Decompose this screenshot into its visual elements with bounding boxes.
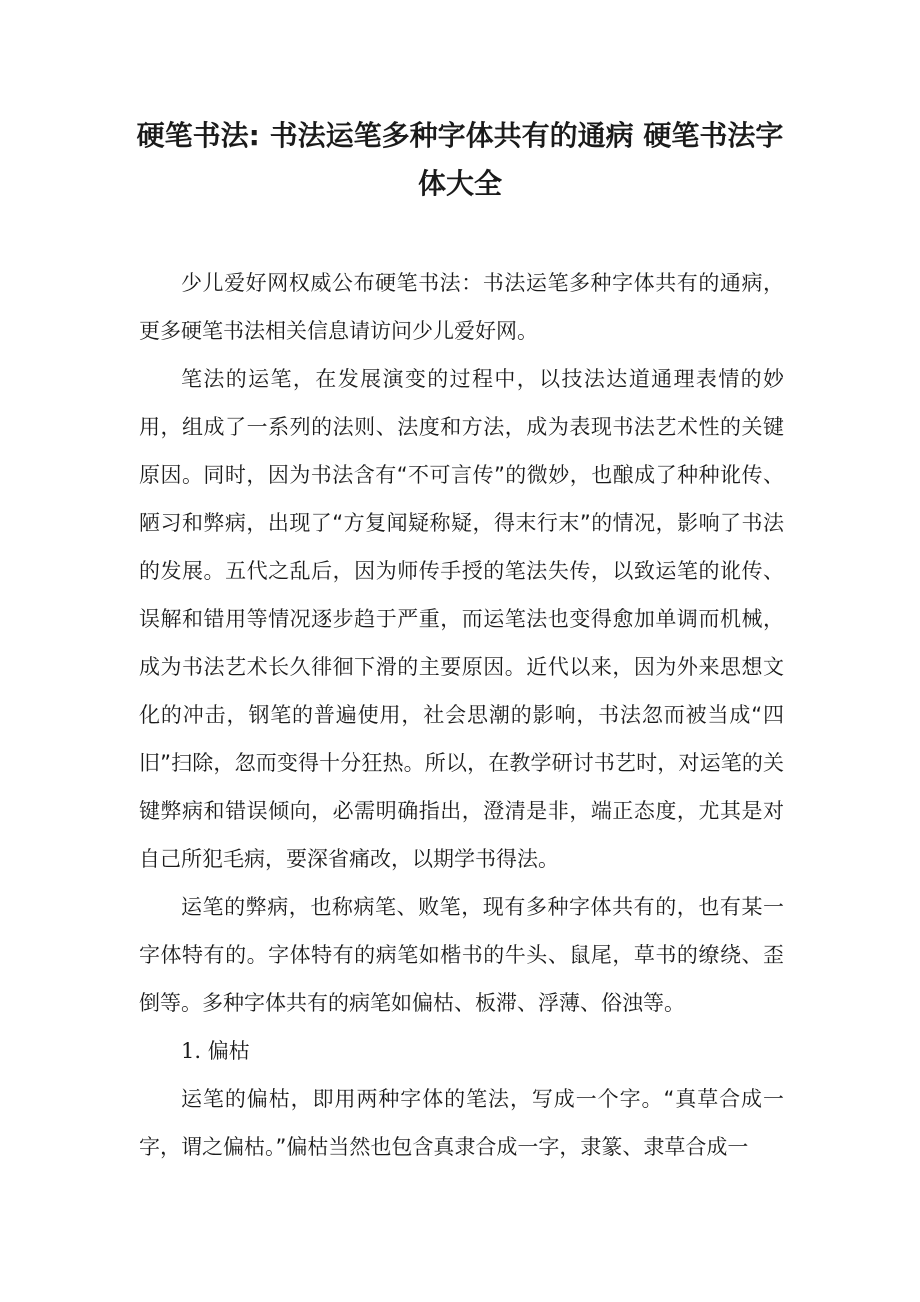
section-paragraph: 运笔的偏枯，即用两种字体的笔法，写成一个字。“真草合成一字，谓之偏枯。”偏枯当然也包含真隶合成一字，隶篆、隶草合成一 <box>139 1087 784 1159</box>
document-title: 硬笔书法: 书法运笔多种字体共有的通病 硬笔书法字体大全 <box>136 119 784 200</box>
history-paragraph: 笔法的运笔，在发展演变的过程中，以技法达道通理表情的妙用，组成了一系列的法则、法度和方法，成为表现书法艺术性的关键原因。同时，因为书法含有“不可言传”的微妙，也酿成了种种讹传、陋习和弊病，出现了“方复闻疑称疑，得末行末”的情况，影响了书法的发展。五代之乱后，因为师传手授的笔法失传，以致运笔的讹传、误解和错用等情况逐步趋于严重，而运笔法也变得愈加单调而机械，成为书法艺术长久徘徊下滑的主要原因。近代以来，因为外来思想文化的冲击，钢笔的普遍使用，社会思潮的影响，书法忽而被当成“四旧”扫除，忽而变得十分狂热。所以，在教学研讨书艺时，对运笔的关键弊病和错误倾向，必需明确指出，澄清是非，端正态度，尤其是对自己所犯毛病，要深省痛改，以期学书得法。 <box>139 367 784 871</box>
document-body <box>139 259 784 1171</box>
section-heading: 1. 偏枯 <box>181 1039 250 1063</box>
intro-paragraph: 少儿爱好网权威公布硬笔书法：书法运笔多种字体共有的通病，更多硬笔书法相关信息请访问少儿爱好网。 <box>139 271 784 343</box>
faults-paragraph: 运笔的弊病，也称病笔、败笔，现有多种字体共有的，也有某一字体特有的。字体特有的病笔如楷书的牛头、鼠尾，草书的缭绕、歪倒等。多种字体共有的病笔如偏枯、板滞、浮薄、俗浊等。 <box>139 895 784 1015</box>
